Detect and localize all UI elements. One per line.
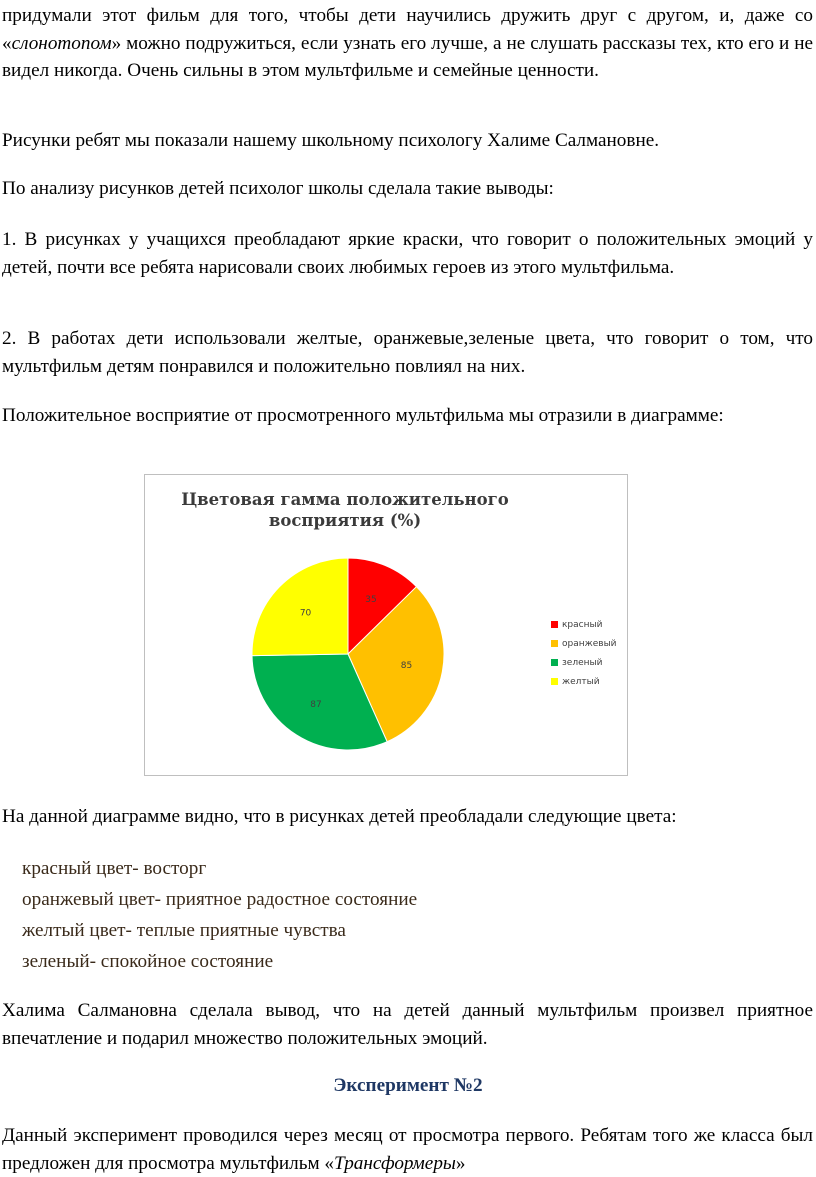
- legend-label: красный: [562, 619, 603, 630]
- pie-data-label: 85: [400, 661, 413, 672]
- paragraph-experiment-2-pre: Данный эксперимент проводился через месяц от просмотра первого. Ребятам того же класса был предложен для просмотра мультфильм «: [2, 1125, 813, 1174]
- legend-label: зеленый: [562, 657, 603, 668]
- paragraph-experiment-2-italic: Трансформеры: [334, 1152, 456, 1174]
- paragraph-colors-intro: На данной диаграмме видно, что в рисунках детей преобладали следующие цвета:: [2, 806, 677, 827]
- paragraph-conclusion-1: 1. В рисунках у учащихся преобладают яркие краски, что говорит о положительных эмоций у детей, почти все ребята нарисовали своих любимых героев из этого мультфильма.: [2, 229, 813, 278]
- chart-legend: [551, 615, 617, 691]
- legend-item: [551, 615, 617, 634]
- color-meaning-item: желтый цвет- теплые приятные чувства: [22, 920, 346, 941]
- section-heading: Эксперимент №2: [333, 1075, 483, 1096]
- paragraph-intro-italic: слонотопом: [11, 32, 112, 54]
- legend-swatch: [551, 640, 558, 647]
- pie-data-label: 87: [310, 700, 322, 711]
- paragraph-psychologist-conclusion: Халима Салмановна сделала вывод, что на детей данный мультфильм произвел приятное впечатление и подарил множество положительных эмоций.: [2, 1000, 813, 1049]
- color-meaning-item: оранжевый цвет- приятное радостное состояние: [22, 889, 418, 910]
- legend-swatch: [551, 621, 558, 628]
- legend-swatch: [551, 659, 558, 666]
- color-meaning-item: красный цвет- восторг: [22, 858, 207, 879]
- paragraph-conclusion-2: 2. В работах дети использовали желтые, оранжевые,зеленые цвета, что говорит о том, что мультфильм детям понравился и положительно повлиял на них.: [2, 328, 813, 377]
- legend-item: [551, 634, 617, 653]
- paragraph-intro-line1: придумали этот фильм для того, чтобы дети научились дружить друг с другом, и,: [2, 5, 735, 26]
- pie-chart: [144, 474, 628, 776]
- legend-item: [551, 653, 617, 672]
- paragraph-intro-post: » можно подружиться, если узнать его лучше, а не слушать рассказы тех, кто его и не видел никогда. Очень сильны в этом мультфильме и семейные ценности.: [2, 32, 813, 81]
- paragraph-experiment-2: [2, 1122, 813, 1177]
- pie-slice-желтый: [252, 558, 348, 656]
- color-meaning-item: зеленый- спокойное состояние: [22, 951, 274, 972]
- paragraph-intro-pre: даже со «: [2, 5, 813, 54]
- paragraph-diagram-intro: Положительное восприятие от просмотренного мультфильма мы отразили в диаграмме:: [2, 405, 724, 426]
- paragraph-psychologist: Рисунки ребят мы показали нашему школьному психологу Халиме Салмановне.: [2, 130, 660, 151]
- legend-item: [551, 672, 617, 691]
- paragraph-intro: [2, 2, 813, 85]
- legend-label: желтый: [562, 676, 600, 687]
- pie-data-label: 70: [299, 608, 312, 619]
- chart-title-line1: Цветовая гамма положительного: [181, 490, 509, 509]
- legend-label: оранжевый: [562, 638, 617, 649]
- paragraph-experiment-2-post: »: [455, 1152, 466, 1174]
- pie-data-label: 35: [365, 595, 377, 606]
- legend-swatch: [551, 678, 558, 685]
- paragraph-analysis: По анализу рисунков детей психолог школы сделала такие выводы:: [2, 178, 554, 199]
- chart-title-line2: восприятия (%): [268, 511, 422, 530]
